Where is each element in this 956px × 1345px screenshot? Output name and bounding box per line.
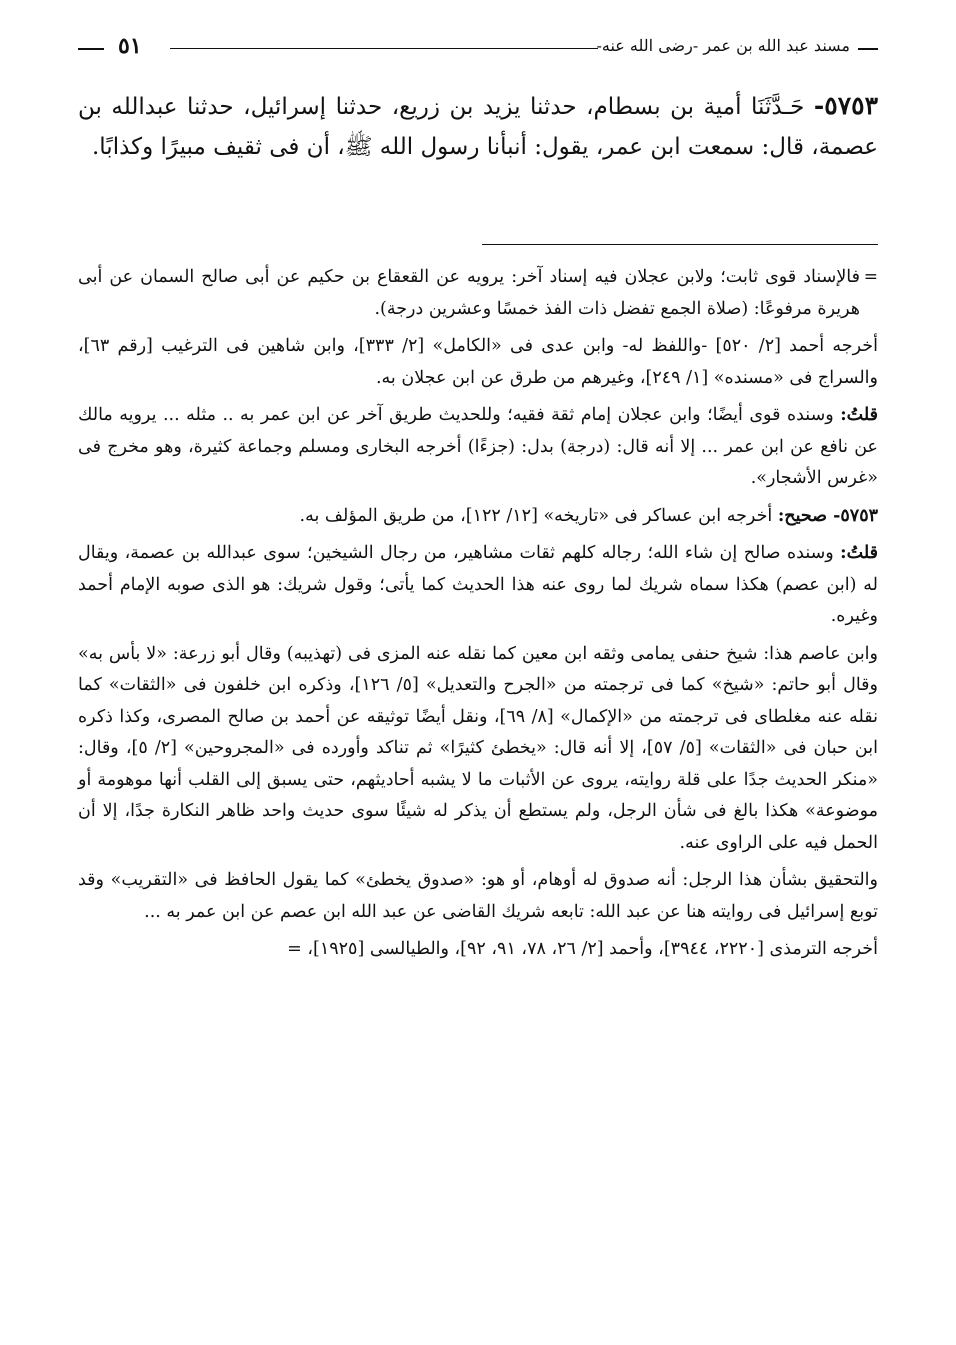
footnote-text: أخرجه ابن عساكر فى «تاريخه» [١٢/ ١٢٢]، من طريق المؤلف به. — [299, 505, 773, 526]
footnote-paragraph — [78, 400, 878, 495]
footnote-paragraph — [78, 639, 878, 860]
footnote-paragraph — [78, 865, 878, 928]
footnote-text: وابن عاصم هذا: شيخ حنفى يمامى وثقه ابن معين كما نقله عنه المزى فى (تهذيبه) وقال أبو زرعة: «لا بأس به» وقال أبو حاتم: «شيخ» كما فى ترجمته من «الجرح والتعديل» [٥/ ١٢٦]، وذكره ابن خلفون فى «الثقات» كما نقله عنه مغلطاى فى ترجمته من «الإكمال» [٨/ ٦٩]، ونقل أيضًا توثيقه عن أحمد بن صالح المصرى، وكذا ذكره ابن حبان فى «الثقات» [٥/ ٥٧]، إلا أنه قال: «يخطئ كثيرًا» ثم تناكد وأورده فى «المجروحين» [٢/ ٥]، وقال: «منكر الحديث جدًا على قلة روايته، يروى عن الأثبات ما لا يشبه أحاديثهم، حتى يسبق إلى القلب أنها موهومة أو موضوعة» هكذا بالغ فى شأن الرجل، ولم يستطع أن يذكر له شيئًا سوى حديث واحد ظاهر النكارة جدًا، إلا أن الحمل فيه على الراوى عنه. — [78, 643, 878, 853]
footnote-paragraph — [78, 501, 878, 533]
page-number: ٥١ — [118, 33, 142, 59]
hadith-number: ٥٧٥٣- — [813, 91, 878, 120]
footnote-text: أخرجه الترمذى [٢٢٢٠، ٣٩٤٤]، وأحمد [٢/ ٢٦، ٧٨، ٩١، ٩٢]، والطيالسى [١٩٢٥]، = — [287, 939, 878, 959]
header-dash — [858, 48, 878, 50]
footnote-lead: قلتُ: — [840, 543, 878, 563]
footnote-paragraph — [78, 538, 878, 633]
page-number-dash — [78, 48, 104, 50]
footnote-text: أخرجه أحمد [٢/ ٥٢٠] -واللفظ له- وابن عدى فى «الكامل» [٢/ ٣٣٣]، وابن شاهين فى الترغيب [رقم ٦٣]، والسراج فى «مسنده» [١/ ٢٤٩]، وغيرهم من طرق عن ابن عجلان به. — [78, 336, 878, 388]
footnote-lead: قلتُ: — [840, 405, 878, 425]
footnote-text: وسنده قوى أيضًا؛ وابن عجلان إمام ثقة فقيه؛ وللحديث طريق آخر عن ابن عمر به .. مثله ... يرويه مالك عن نافع عن ابن عمر ... إلا أنه قال: (درجة) بدل: (جزءًا) أخرجه البخارى ومسلم وجماعة كثيرة، وهو مخرج فى «غرس الأشجار». — [78, 405, 878, 488]
footnote-paragraph — [78, 934, 878, 966]
hadith-paragraph — [78, 86, 878, 167]
continuation-mark: = — [863, 267, 878, 287]
footnote-text: والتحقيق بشأن هذا الرجل: أنه صدوق له أوهام، أو هو: «صدوق يخطئ» كما يقول الحافظ فى «التقريب» وقد توبع إسرائيل فى روايته هنا عن عبد الله: تابعه شريك القاضى عن عبد الله ابن عصم عن ابن عمر به ... — [78, 870, 878, 922]
footnote-text: وسنده صالح إن شاء الله؛ رجاله كلهم ثقات مشاهير، من رجال الشيخين؛ سوى عبدالله بن عصمة، ويقال له (ابن عصم) هكذا سماه شريك لما روى عنه هذا الحديث كما يأتى؛ وقول شريك: هو الذى صوبه الإمام أحمد وغيره. — [78, 543, 878, 626]
footnote-paragraph — [78, 262, 878, 325]
footnotes — [78, 262, 878, 972]
footnote-paragraph — [78, 331, 878, 394]
header-rule — [170, 48, 598, 49]
footnote-lead: ٥٧٥٣- صحيح: — [777, 505, 878, 526]
hadith-body: حَـدَّثَنَا أمية بن بسطام، حدثنا يزيد بن زريع، حدثنا إسرائيل، حدثنا عبدالله بن عصمة، قال: سمعت ابن عمر، يقول: أنبأنا رسول الله ﷺ، أن فى ثقيف مبيرًا وكذابًا. — [78, 94, 878, 160]
footnote-text: فالإسناد قوى ثابت؛ ولابن عجلان فيه إسناد آخر: يرويه عن القعقاع بن حكيم عن أبى صالح السمان عن أبى هريرة مرفوعًا: (صلاة الجمع تفضل ذات الفذ خمسًا وعشرين درجة). — [78, 267, 860, 319]
hadith-text — [78, 86, 878, 167]
footnote-separator — [482, 244, 878, 245]
running-title: مسند عبد الله بن عمر -رضى الله عنه- — [596, 36, 850, 55]
page-header — [78, 34, 878, 64]
